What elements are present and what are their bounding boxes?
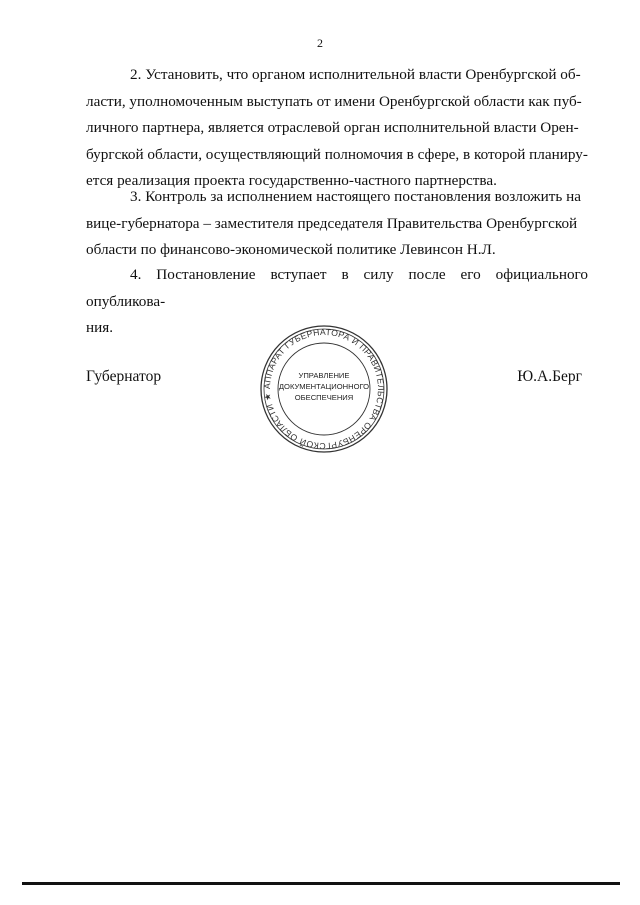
page-number: 2 bbox=[317, 36, 323, 50]
paragraph-line: вице-губернатора – заместителя председателя Правительства Оренбургской bbox=[86, 214, 578, 232]
paragraph-line: ется реализация проекта государственно-частного партнерства. bbox=[86, 172, 497, 189]
paragraph-line: 4. Постановление вступает в силу после его официального опубликова- bbox=[86, 266, 588, 310]
seal-ring-text: АППАРАТ ГУБЕРНАТОРА И ПРАВИТЕЛЬСТВА ОРЕНБУРГСКОЙ ОБЛАСТИ ★ bbox=[261, 326, 387, 452]
paragraph-line: ласти, уполномоченным выступать от имени Оренбургской области как пуб- bbox=[86, 92, 582, 110]
paragraph-line: личного партнера, является отраслевой орган исполнительной власти Орен- bbox=[86, 119, 579, 136]
bottom-rule bbox=[22, 882, 620, 885]
official-seal bbox=[258, 323, 390, 455]
seal-center-line: ДОКУМЕНТАЦИОННОГО bbox=[278, 382, 370, 391]
seal-center-line: ОБЕСПЕЧЕНИЯ bbox=[294, 393, 354, 402]
paragraph-line: бургской области, осуществляющий полномочия в сфере, в которой планиру- bbox=[86, 145, 588, 163]
signatory-role: Губернатор bbox=[86, 368, 162, 385]
paragraph-line: 3. Контроль за исполнением настоящего постановления возложить на bbox=[130, 188, 581, 205]
seal-center-line: УПРАВЛЕНИЕ bbox=[298, 371, 350, 380]
paragraph-line: 2. Установить, что органом исполнительной власти Оренбургской об- bbox=[130, 66, 581, 83]
signatory-name: Ю.А.Берг bbox=[517, 368, 582, 385]
paragraph-3 bbox=[86, 184, 588, 264]
paragraph-2 bbox=[86, 62, 588, 195]
paragraph-line: области по финансово-экономической политике Левинсон Н.Л. bbox=[86, 241, 496, 258]
paragraph-line: ния. bbox=[86, 319, 114, 336]
